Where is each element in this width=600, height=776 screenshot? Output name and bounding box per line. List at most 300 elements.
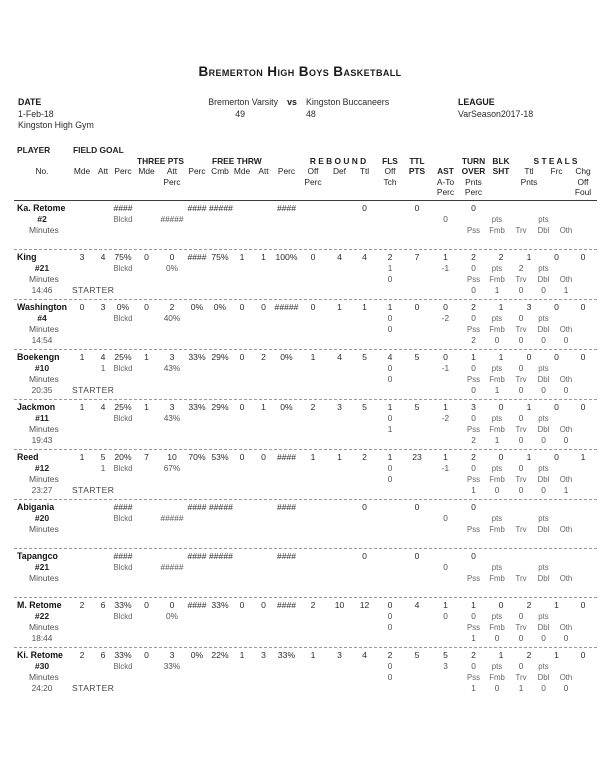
player-block: [14, 499, 597, 548]
stat-cell: 1: [387, 301, 393, 312]
blocked-label: Blckd: [113, 513, 133, 523]
stat-cell: 0%: [190, 301, 204, 312]
player-block: [14, 548, 597, 597]
turnover-detail-value: 1: [471, 632, 476, 643]
table-row: [14, 302, 597, 313]
turnover-detail-label: Trv: [515, 622, 527, 632]
header-cell: Ttl: [524, 166, 534, 176]
stat-cell: [231, 551, 253, 562]
stat-cell: 3: [471, 401, 476, 412]
minutes-label: Minutes: [29, 273, 59, 284]
league-value: VarSeason2017-18: [458, 108, 534, 119]
stat-cell: #####: [209, 202, 233, 213]
header-cell: Perc: [277, 166, 296, 176]
turnover-detail-label: Fmb: [489, 324, 505, 334]
header-cell: OVER: [461, 166, 486, 176]
date-label: DATE: [18, 97, 42, 107]
stat-cell: 1: [471, 351, 476, 362]
home-score: 49: [235, 108, 245, 119]
header-cell: Off: [307, 166, 319, 176]
minutes-label: Minutes: [29, 572, 59, 583]
header-cell: Chg: [575, 166, 591, 176]
stat-cell: 0: [498, 451, 504, 462]
turnover-detail-label: Fmb: [489, 573, 505, 583]
stat-cell: 4: [100, 401, 106, 412]
stat-cell: 0: [554, 451, 559, 462]
table-row: [14, 513, 597, 524]
stat-cell: 33%: [114, 649, 132, 660]
turnover-detail-label: Dbl: [537, 573, 550, 583]
player-block: [14, 249, 597, 299]
stat-cell: [94, 551, 112, 562]
turnover-detail-label: Dbl: [537, 672, 550, 682]
turnover-detail-label: Fmb: [489, 622, 505, 632]
table-row: [14, 402, 597, 413]
turnover-detail-value: 1: [494, 284, 500, 295]
league-label: LEAGUE: [458, 97, 495, 107]
stat-cell: 0: [471, 550, 476, 561]
stat-cell: 3: [337, 401, 342, 412]
stat-cell: 0%: [280, 401, 293, 412]
stat-cell: 1: [387, 401, 393, 412]
starter-label: STARTER: [72, 484, 115, 495]
stat-cell: 5: [100, 451, 106, 462]
stat-cell: 2: [169, 301, 175, 312]
player-name: King: [17, 251, 37, 262]
minutes-value: 19:43: [31, 434, 53, 445]
stat-cell: 1: [79, 451, 85, 462]
stat-cell: [159, 502, 185, 513]
stat-cell: 0: [443, 561, 448, 572]
turnover-detail-value: 0: [494, 334, 500, 345]
stat-cell: 0: [387, 599, 393, 610]
table-row: [14, 435, 597, 446]
pts-label: pts: [538, 413, 549, 423]
header-cell: THREE PTS: [137, 155, 184, 166]
stat-cell: ####: [113, 501, 133, 512]
stat-cell: [377, 513, 403, 524]
stat-cell: 0: [471, 501, 476, 512]
stat-cell: [431, 551, 460, 562]
pts-label: pts: [491, 263, 503, 273]
turnover-detail-value: 0: [518, 484, 524, 495]
header-cell: Frc: [550, 166, 563, 176]
stat-cell: 0: [239, 599, 245, 610]
blocked-label: Blckd: [113, 463, 133, 473]
turnover-detail-value: 0: [471, 284, 476, 295]
turnover-detail-value: 2: [471, 434, 476, 445]
stat-cell: 10: [334, 599, 345, 610]
stat-cell: 1: [261, 401, 266, 412]
table-row: [14, 413, 597, 424]
stat-cell: [377, 524, 403, 535]
player-block: [14, 647, 597, 697]
stat-cell: [94, 513, 112, 524]
turnover-detail-label: Trv: [515, 274, 527, 284]
turnover-detail-value: 1: [518, 682, 524, 693]
stat-cell: 1: [554, 649, 559, 660]
turnover-detail-value: 0: [563, 434, 569, 445]
turnover-detail-value: 0: [518, 334, 524, 345]
stat-cell: 43%: [163, 362, 181, 373]
blocked-label: Blckd: [113, 263, 133, 273]
stat-cell: 33%: [211, 599, 229, 610]
stat-cell: 1: [526, 451, 532, 462]
stat-cell: 2: [471, 451, 476, 462]
stat-cell: 0: [239, 401, 245, 412]
stat-cell: [377, 551, 403, 562]
header-cell: PTS: [408, 166, 426, 176]
player-number: #2: [37, 213, 47, 224]
stat-cell: 0: [144, 649, 149, 660]
stat-cell: 1: [239, 649, 245, 660]
stat-cell: 0%: [166, 610, 178, 621]
table-row: [14, 474, 597, 485]
stat-cell: [377, 203, 403, 214]
header-cell: FREE THRW: [212, 155, 262, 166]
stat-cell: 23: [412, 451, 422, 462]
stat-cell: 0: [387, 273, 393, 284]
stat-cell: 5: [414, 401, 420, 412]
turnover-detail-value: 0: [541, 484, 546, 495]
date-block: [18, 97, 94, 132]
stat-cell: [94, 203, 112, 214]
player-name: Jackmon: [17, 401, 56, 412]
pts-label: pts: [538, 661, 549, 671]
turnover-detail-value: 1: [563, 284, 569, 295]
player-block: [14, 201, 597, 249]
stat-cell: [231, 502, 253, 513]
stat-cell: 1: [387, 451, 393, 462]
turnover-detail-label: Trv: [515, 474, 527, 484]
header-cell: No.: [35, 166, 49, 176]
turnover-detail-label: Trv: [515, 424, 527, 434]
stat-cell: 0: [471, 262, 476, 273]
stat-cell: [159, 551, 185, 562]
stat-cell: [94, 661, 112, 672]
turnover-detail-value: 0: [494, 682, 500, 693]
header-cell: Att: [258, 166, 269, 176]
header-cell: Perc: [304, 176, 322, 187]
pts-label: pts: [491, 661, 503, 671]
turnover-detail-label: Fmb: [489, 274, 505, 284]
blocked-label: Blckd: [113, 313, 133, 323]
turnover-detail-label: Trv: [515, 573, 527, 583]
stat-cell: 2: [261, 351, 266, 362]
stat-cell: 0: [443, 213, 448, 224]
player-block: [14, 349, 597, 399]
turnover-detail-value: 0: [541, 632, 546, 643]
starter-label: STARTER: [72, 284, 115, 295]
stat-cell: 0: [580, 351, 586, 362]
stat-cell: #####: [209, 550, 233, 561]
stat-cell: 0: [498, 599, 504, 610]
stat-cell: [543, 551, 570, 562]
stat-cell: 1: [239, 251, 245, 262]
score-spacer: [278, 109, 306, 121]
header-cell: Def: [332, 166, 347, 176]
turnover-detail-value: 0: [541, 434, 546, 445]
stat-cell: 33%: [188, 401, 206, 412]
header-cell: Pnts: [520, 176, 538, 187]
player-number: #10: [34, 362, 50, 373]
table-row: [14, 145, 597, 166]
stat-cell: 3: [79, 251, 85, 262]
turnover-detail-label: Pss: [467, 474, 480, 484]
stat-cell: [94, 413, 112, 424]
stat-cell: 4: [337, 351, 342, 362]
header-cell: FLS: [382, 155, 398, 166]
player-number: #30: [34, 660, 50, 671]
meta-section: [0, 97, 600, 137]
stat-cell: [70, 502, 94, 513]
stat-cell: 0: [443, 512, 448, 523]
stat-cell: [515, 502, 543, 513]
stat-cell: 5: [414, 351, 420, 362]
header-cell: Off: [384, 166, 396, 176]
turnover-detail-label: Trv: [515, 374, 527, 384]
header-cell: Foul: [574, 187, 592, 197]
header-cell: AST: [437, 166, 454, 176]
turnover-detail-label: Dbl: [537, 622, 550, 632]
stat-cell: [377, 562, 403, 573]
stat-cell: 2: [310, 599, 316, 610]
stat-cell: 0: [580, 401, 586, 412]
stat-cell: [570, 203, 596, 214]
stat-cell: 1: [362, 301, 367, 312]
stat-cell: 0: [239, 351, 245, 362]
stat-cell: 0: [387, 671, 393, 682]
stat-cell: [543, 502, 570, 513]
player-name: Reed: [17, 451, 39, 462]
stat-cell: 2: [387, 251, 393, 262]
header-cell: Mde: [73, 166, 91, 176]
stat-cell: ####: [276, 599, 297, 610]
stat-cell: 0%: [213, 301, 227, 312]
turnover-detail-label: Pss: [467, 324, 480, 334]
stat-cell: 0: [518, 362, 524, 373]
turnover-detail-label: Pss: [467, 225, 480, 235]
table-row: [14, 600, 597, 611]
turnover-detail-label: Trv: [515, 324, 527, 334]
table-row: [14, 214, 597, 225]
home-team: Bremerton Varsity: [208, 97, 278, 107]
stat-cell: [70, 203, 94, 214]
stat-cell: 2: [498, 251, 504, 262]
stat-cell: [134, 551, 159, 562]
header-cell: Perc: [464, 187, 483, 197]
stat-cell: 5: [414, 649, 420, 660]
stat-cell: 0: [387, 660, 393, 671]
stat-cell: 75%: [211, 251, 229, 262]
stat-cell: 1: [498, 301, 504, 312]
stat-cell: 29%: [211, 401, 229, 412]
stat-cell: [515, 203, 543, 214]
turnover-detail-label: Oth: [559, 524, 573, 534]
turnover-detail-label: Dbl: [537, 524, 550, 534]
player-number: #21: [34, 262, 50, 273]
table-row: [14, 622, 597, 633]
stat-cell: 0: [387, 610, 393, 621]
player-name: Abigania: [17, 501, 55, 512]
turnover-detail-value: 2: [471, 334, 476, 345]
stat-cell: 0: [471, 312, 476, 323]
stat-cell: [377, 573, 403, 584]
stat-cell: 1: [337, 301, 342, 312]
pts-label: pts: [538, 513, 549, 523]
stat-cell: 33%: [114, 599, 132, 610]
stat-cell: [231, 203, 253, 214]
stat-cell: ####: [187, 501, 207, 512]
turnover-detail-label: Dbl: [537, 225, 550, 235]
stat-cell: 0: [498, 401, 504, 412]
stat-cell: 1: [387, 262, 393, 273]
stat-cell: #####: [274, 301, 299, 312]
stat-cell: 2: [362, 451, 367, 462]
stat-cell: 0: [580, 649, 586, 660]
turnover-detail-label: Trv: [515, 672, 527, 682]
stat-cell: 53%: [211, 451, 229, 462]
stat-cell: 0: [518, 312, 524, 323]
player-name: Ki. Retome: [17, 649, 63, 660]
stat-cell: [253, 551, 274, 562]
header-cell: Mde: [138, 166, 155, 176]
table-row: [14, 452, 597, 463]
table-row: [14, 611, 597, 622]
turnover-detail-value: 0: [541, 284, 546, 295]
stat-cell: 0: [443, 610, 448, 621]
stat-cell: 0: [144, 599, 149, 610]
turnover-detail-value: 0: [518, 632, 524, 643]
stat-cell: 0: [554, 251, 559, 262]
stat-cell: 0: [261, 301, 266, 312]
turnover-detail-label: Fmb: [489, 424, 505, 434]
turnover-detail-label: Dbl: [537, 324, 550, 334]
stat-cell: [487, 203, 515, 214]
stat-cell: 0: [443, 351, 448, 362]
stat-cell: 2: [79, 649, 85, 660]
turnover-detail-label: Oth: [559, 672, 573, 682]
turnover-detail-label: Oth: [559, 225, 573, 235]
pts-label: pts: [538, 363, 549, 373]
table-row: [14, 177, 597, 188]
stat-cell: 22%: [211, 649, 229, 660]
pts-label: pts: [491, 513, 503, 523]
header-cell: Off: [577, 176, 589, 187]
stat-cell: 1: [443, 451, 448, 462]
turnover-detail-label: Dbl: [537, 474, 550, 484]
stat-cell: 4: [100, 251, 106, 262]
stat-cell: 33%: [188, 351, 206, 362]
table-row: [14, 166, 597, 177]
stat-cell: 20%: [114, 451, 132, 462]
blocked-label: Blckd: [113, 611, 133, 621]
stat-cell: 0: [387, 621, 393, 632]
header-cell: A-To: [436, 176, 455, 187]
stat-cell: 0: [387, 312, 393, 323]
stat-cell: 0: [144, 301, 149, 312]
stat-cell: 0: [580, 301, 586, 312]
stat-cell: -1: [441, 362, 450, 373]
stat-cell: ####: [276, 550, 297, 561]
player-number: #12: [34, 462, 50, 473]
stat-cell: ####: [113, 550, 133, 561]
stat-cell: #####: [160, 561, 184, 572]
stat-cell: 5: [443, 649, 448, 660]
pts-label: pts: [491, 611, 503, 621]
stat-cell: 1: [443, 251, 448, 262]
stat-cell: 1: [310, 351, 316, 362]
header-cell: Perc: [163, 176, 181, 187]
league-block: [458, 97, 533, 120]
minutes-label: Minutes: [29, 323, 59, 334]
stat-cell: 0: [310, 251, 316, 262]
turnover-detail-value: 0: [541, 682, 546, 693]
stat-cell: 3: [526, 301, 532, 312]
stat-cell: ####: [187, 550, 207, 561]
pts-label: pts: [538, 463, 549, 473]
stat-cell: 3: [169, 351, 175, 362]
stat-cell: [431, 502, 460, 513]
stat-cell: [431, 203, 460, 214]
blocked-label: Blckd: [113, 562, 133, 572]
player-number: #11: [35, 412, 49, 423]
stat-cell: 100%: [275, 251, 298, 262]
stat-cell: [299, 203, 327, 214]
table-row: [14, 324, 597, 335]
stats-table: [14, 145, 597, 697]
turnover-detail-label: Oth: [559, 622, 573, 632]
turnover-detail-label: Oth: [559, 424, 573, 434]
stat-cell: #####: [160, 512, 184, 523]
stat-cell: 2: [310, 401, 316, 412]
table-row: [14, 485, 597, 496]
stat-cell: 12: [359, 599, 370, 610]
stat-cell: 0: [414, 501, 420, 512]
stat-cell: [94, 611, 112, 622]
stat-cell: 1: [471, 599, 476, 610]
turnover-detail-value: 0: [563, 632, 569, 643]
turnover-detail-value: 0: [541, 384, 546, 395]
stat-cell: 1: [337, 451, 342, 462]
header-cell: Att: [166, 166, 178, 176]
header-cell: Tch: [383, 176, 397, 187]
table-row: [14, 573, 597, 584]
minutes-value: 20:35: [31, 384, 53, 395]
turnover-detail-label: Pss: [467, 573, 480, 583]
header-cell: BLK: [492, 155, 510, 166]
stat-cell: [377, 214, 403, 225]
table-row: [14, 650, 597, 661]
matchup-block: [158, 97, 446, 120]
stat-cell: 0%: [166, 262, 178, 273]
stat-cell: ####: [276, 451, 297, 462]
stat-cell: -2: [441, 312, 450, 323]
turnover-detail-label: Pss: [467, 524, 480, 534]
turnover-detail-value: 0: [471, 384, 476, 395]
pts-label: pts: [538, 562, 549, 572]
stat-cell: 1: [261, 251, 266, 262]
stat-cell: 0: [387, 323, 393, 334]
stat-cell: [487, 502, 515, 513]
stat-cell: [253, 502, 274, 513]
table-row: [14, 424, 597, 435]
stat-cell: 0: [414, 550, 420, 561]
minutes-value: 24:20: [31, 682, 53, 693]
stat-cell: ####: [276, 501, 297, 512]
stat-cell: 5: [362, 351, 367, 362]
stat-cell: 7: [414, 251, 420, 262]
